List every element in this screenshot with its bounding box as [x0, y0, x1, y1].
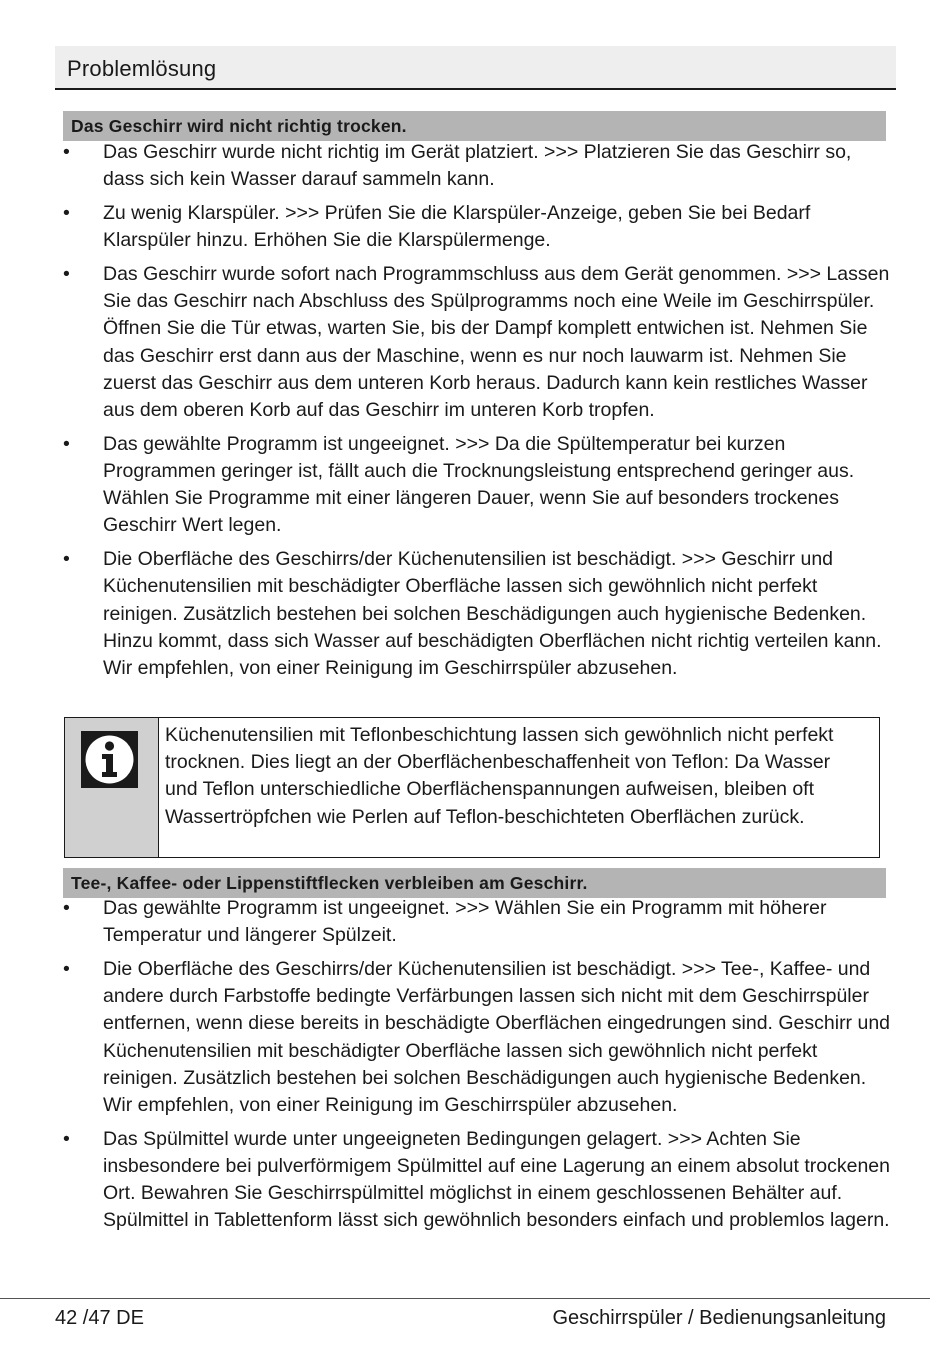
list-item-text: Das Geschirr wurde nicht richtig im Gerät platziert. >>> Platzieren Sie das Geschirr so, dass sich kein Wasser darauf sammeln kann.: [103, 141, 852, 191]
section-heading-stains: [63, 868, 886, 898]
note-icon-cell: [65, 718, 159, 857]
list-item-text: Die Oberfläche des Geschirrs/der Küchenutensilien ist beschädigt. >>> Tee-, Kaffee- und andere durch Farbstoffe bedingte Verfärbungen lassen sich nicht mit dem Geschirrspüler entfernen, wenn diese bereits in beschädigte Oberflächen eingedrungen sind. Geschirr und Küchenutensilien mit beschädigter Oberfläche lassen sich gewöhnlich nicht perfekt reinigen. Zusätzlich bestehen bei solchen Beschädigungen auch hygienische Bedenken. Wir empfehlen, von einer Reinigung im Geschirrspüler abzusehen.: [103, 958, 891, 1117]
problem-list-stains: [63, 895, 893, 1241]
footer-divider: [0, 1298, 930, 1299]
section-heading-drying: [63, 111, 886, 141]
info-note-box: [64, 717, 880, 858]
list-item: [63, 1126, 893, 1235]
page-title: Problemlösung: [67, 56, 217, 81]
document-title: Geschirrspüler / Bedienungsanleitung: [552, 1307, 886, 1329]
section-heading-text: Tee-, Kaffee- oder Lippenstiftflecken verbleiben am Geschirr.: [71, 873, 588, 893]
page-header: [55, 46, 896, 90]
note-text: Küchenutensilien mit Teflonbeschichtung lassen sich gewöhnlich nicht perfekt trocknen. Dies liegt an der Oberflächenbeschaffenheit von Teflon: Da Wasser und Teflon unterschiedliche Oberflächenspannungen aufweisen, bleiben oft Wassertröpfchen wie Perlen auf Teflon-beschichteten Oberflächen zurück.: [165, 724, 834, 828]
bullet-icon: •: [63, 202, 70, 224]
list-item: [63, 200, 893, 254]
list-item: [63, 261, 893, 424]
bullet-icon: •: [63, 958, 70, 980]
info-icon: [81, 731, 138, 788]
list-item-text: Das Spülmittel wurde unter ungeeigneten Bedingungen gelagert. >>> Achten Sie insbesondere bei pulverförmigem Spülmittel auf eine Lagerung an einem absolut trockenen Ort. Bewahren Sie Geschirrspülmittel möglichst in einem geschlossenen Behälter auf. Spülmittel in Tablettenform lässt sich gewöhnlich besonders einfach und problemlos lagern.: [103, 1127, 890, 1232]
bullet-icon: •: [63, 897, 70, 919]
page-number: 42 /47 DE: [55, 1307, 144, 1329]
list-item: [63, 139, 893, 193]
list-item-text: Das Geschirr wurde sofort nach Programmschluss aus dem Gerät genommen. >>> Lassen Sie das Geschirr nach Abschluss des Spülprogramms noch eine Weile im Geschirrspüler. Öffnen Sie die Tür etwas, warten Sie, bis der Dampf komplett entwichen ist. Nehmen Sie das Geschirr erst dann aus der Maschine, wenn es nur noch lauwarm ist. Nehmen Sie zuerst das Geschirr aus dem unteren Korb heraus. Dadurch kann kein restliches Wasser aus dem oberen Korb auf das Geschirr im unteren Korb tropfen.: [103, 263, 890, 422]
bullet-icon: •: [63, 1127, 70, 1150]
list-item: [63, 546, 893, 682]
problem-list-drying: [63, 139, 893, 689]
list-item-text: Zu wenig Klarspüler. >>> Prüfen Sie die Klarspüler-Anzeige, geben Sie bei Bedarf Klarspüler hinzu. Erhöhen Sie die Klarspülermenge.: [103, 202, 811, 252]
list-item: [63, 956, 893, 1119]
bullet-icon: •: [63, 263, 70, 285]
list-item: [63, 431, 893, 540]
section-heading-text: Das Geschirr wird nicht richtig trocken.: [71, 116, 407, 136]
bullet-icon: •: [63, 141, 70, 163]
list-item-text: Das gewählte Programm ist ungeeignet. >>> Da die Spültemperatur bei kurzen Programmen geringer ist, fällt auch die Trocknungsleistung entsprechend geringer aus. Wählen Sie Programme mit einer längeren Dauer, wenn Sie auf besonders trockenes Geschirr Wert legen.: [103, 432, 855, 537]
list-item-text: Die Oberfläche des Geschirrs/der Küchenutensilien ist beschädigt. >>> Geschirr und Küchenutensilien mit beschädigter Oberfläche lassen sich gewöhnlich nicht perfekt reinigen. Zusätzlich bestehen bei solchen Beschädigungen auch hygienische Bedenken. Hinzu kommt, dass sich Wasser auf beschädigten Oberflächen nicht richtig verteilen kann. Wir empfehlen, von einer Reinigung im Geschirrspüler abzusehen.: [103, 548, 882, 680]
list-item: [63, 895, 893, 949]
bullet-icon: •: [63, 548, 70, 571]
list-item-text: Das gewählte Programm ist ungeeignet. >>> Wählen Sie ein Programm mit höherer Temperatur und längerer Spülzeit.: [103, 897, 827, 947]
bullet-icon: •: [63, 432, 70, 455]
